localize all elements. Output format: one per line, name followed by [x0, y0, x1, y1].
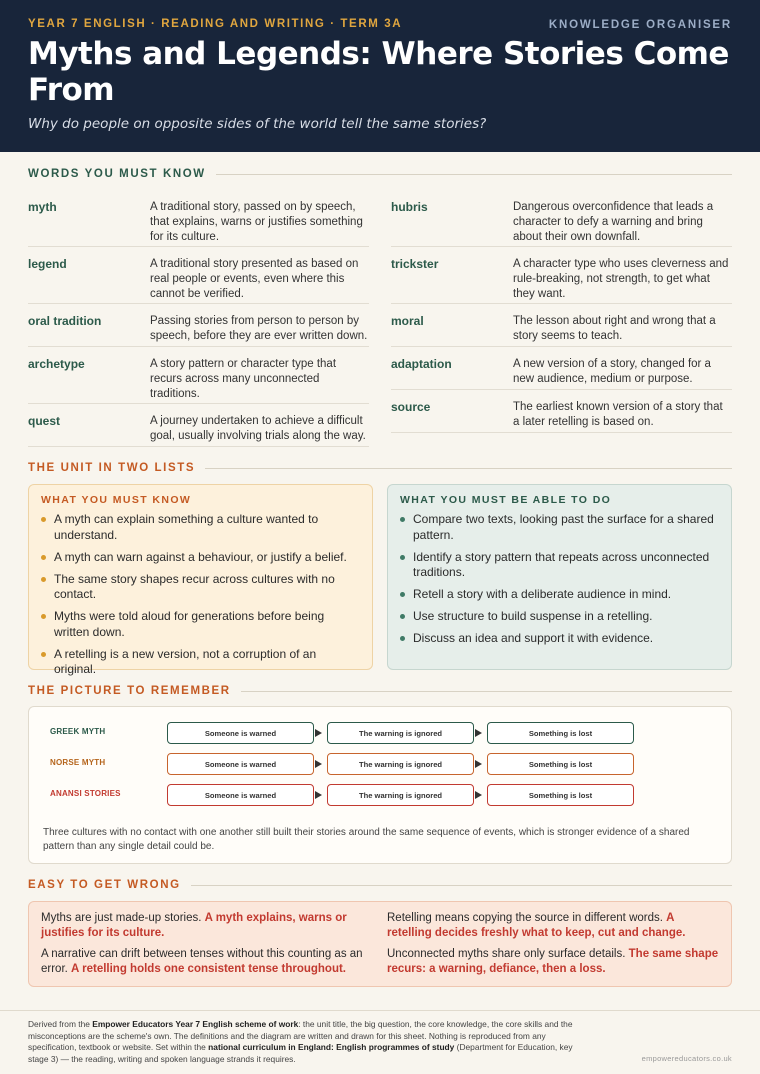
- glossary-row: oral tradition Passing stories from person to person by speech, before they are ever written down.: [28, 304, 369, 347]
- step-box: The warning is ignored: [327, 784, 474, 806]
- glossary-row: myth A traditional story, passed on by speech, that explains, warns or justifies something for its culture.: [28, 190, 369, 247]
- glossary-heading: WORDS YOU MUST KNOW: [28, 168, 732, 180]
- must-do-title: WHAT YOU MUST BE ABLE TO DO: [400, 494, 612, 506]
- row-label: ANANSI STORIES: [50, 789, 121, 798]
- two-lists-section: [0, 462, 760, 676]
- glossary-row: trickster A character type who uses cleverness and rule-breaking, not strength, to get what they want.: [391, 247, 732, 304]
- footer: [0, 1010, 760, 1074]
- arrow-icon: [315, 760, 322, 768]
- glossary-section: [0, 168, 760, 447]
- list-item: Identify a story pattern that repeats across unconnected traditions.: [400, 550, 719, 581]
- list-item: Discuss an idea and support it with evidence.: [400, 631, 719, 647]
- glossary-row: archetype A story pattern or character type that recurs across many unconnected traditions.: [28, 347, 369, 404]
- diagram-caption: Three cultures with no contact with one another still built their stories around the same sequence of events, which is stronger evidence of a shared pattern than any single detail could be.: [43, 827, 690, 852]
- glossary-row: source The earliest known version of a story that a later retelling is based on.: [391, 390, 732, 433]
- pattern-diagram: [28, 706, 732, 864]
- step-box: Something is lost: [487, 722, 634, 744]
- lists-heading: THE UNIT IN TWO LISTS: [28, 462, 732, 474]
- arrow-icon: [315, 791, 322, 799]
- misconception-item: A narrative can drift between tenses without this counting as an error. A retelling holds one consistent tense throughout.: [41, 948, 363, 975]
- step-box: The warning is ignored: [327, 753, 474, 775]
- glossary-row: hubris Dangerous overconfidence that leads a character to defy a warning and bring about their own downfall.: [391, 190, 732, 247]
- diagram-row-norse: [29, 753, 731, 775]
- arrow-icon: [475, 791, 482, 799]
- list-item: Retell a story with a deliberate audience in mind.: [400, 587, 719, 603]
- row-label: NORSE MYTH: [50, 758, 106, 767]
- misconceptions-box: [28, 901, 732, 987]
- arrow-icon: [475, 729, 482, 737]
- misconceptions-section: [0, 879, 760, 987]
- glossary-row: quest A journey undertaken to achieve a difficult goal, usually involving trials along the way.: [28, 404, 369, 447]
- glossary-right-column: [391, 190, 732, 447]
- must-do-box: [387, 484, 732, 670]
- list-item: Use structure to build suspense in a retelling.: [400, 609, 719, 625]
- step-box: Someone is warned: [167, 753, 314, 775]
- step-box: The warning is ignored: [327, 722, 474, 744]
- diagram-row-anansi: [29, 784, 731, 806]
- course-kicker: YEAR 7 ENGLISH · READING AND WRITING · TERM 3A: [28, 18, 403, 30]
- misconception-item: Myths are just made-up stories. A myth explains, warns or justifies for its culture.: [41, 912, 347, 939]
- list-item: Compare two texts, looking past the surface for a shared pattern.: [400, 512, 719, 543]
- source-note: Derived from the Empower Educators Year 7 English scheme of work: the unit title, the big question, the core knowledge, the core skills and the misconceptions are the scheme's own. The definitions and the diagram are written and drawn for this sheet. Nothing is reproduced from any specification, textbook or website. Set within the national curriculum in England: English programmes of study (Department for Education, key stage 3) — the reading, writing and spoken language strands it requires.: [28, 1019, 573, 1064]
- list-item: The same story shapes recur across cultures with no contact.: [41, 572, 360, 603]
- list-item: A myth can explain something a culture wanted to understand.: [41, 512, 360, 543]
- header: [0, 0, 760, 152]
- misconception-item: Retelling means copying the source in different words. A retelling decides freshly what to keep, cut and change.: [387, 912, 686, 939]
- must-know-box: [28, 484, 373, 676]
- arrow-icon: [315, 729, 322, 737]
- step-box: Something is lost: [487, 784, 634, 806]
- list-item: Myths were told aloud for generations before being written down.: [41, 609, 360, 640]
- misconception-item: Unconnected myths share only surface details. The same shape recurs: a warning, defiance, then a loss.: [387, 948, 719, 975]
- list-item: A retelling is a new version, not a corruption of an original.: [41, 647, 360, 678]
- diagram-row-greek: [29, 722, 731, 744]
- picture-heading: THE PICTURE TO REMEMBER: [28, 685, 732, 697]
- page-title: Myths and Legends: Where Stories Come From: [28, 36, 729, 108]
- document-type: KNOWLEDGE ORGANISER: [548, 19, 732, 31]
- glossary-row: legend A traditional story presented as based on real people or events, even where this cannot be verified.: [28, 247, 369, 304]
- glossary-row: adaptation A new version of a story, changed for a new audience, medium or purpose.: [391, 347, 732, 390]
- site-url: empowereducators.co.uk: [641, 1054, 732, 1063]
- row-label: GREEK MYTH: [50, 727, 106, 736]
- picture-section: [0, 685, 760, 864]
- step-box: Someone is warned: [167, 784, 314, 806]
- misconceptions-heading: EASY TO GET WRONG: [28, 879, 732, 891]
- arrow-icon: [475, 760, 482, 768]
- list-item: A myth can warn against a behaviour, or justify a belief.: [41, 550, 360, 566]
- must-know-title: WHAT YOU MUST KNOW: [41, 494, 192, 506]
- glossary-row: moral The lesson about right and wrong that a story seems to teach.: [391, 304, 732, 347]
- glossary-left-column: [28, 190, 369, 447]
- step-box: Something is lost: [487, 753, 634, 775]
- step-box: Someone is warned: [167, 722, 314, 744]
- big-question: Why do people on opposite sides of the world tell the same stories?: [28, 116, 487, 132]
